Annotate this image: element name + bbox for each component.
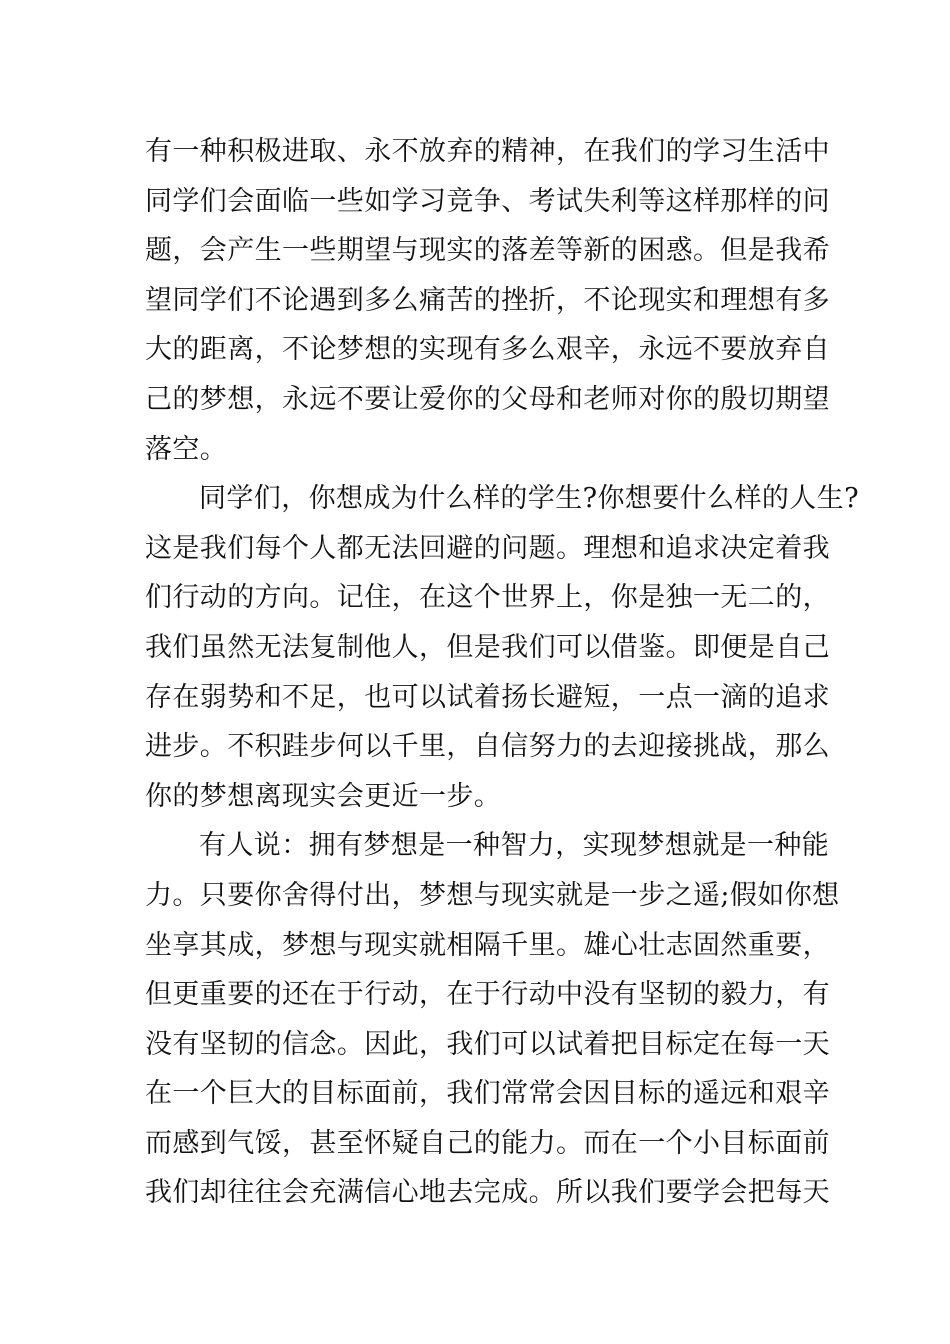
text-line: 们行动的方向。记住，在这个世界上，你是独一无二的， [145, 582, 830, 614]
text-line: 同学们会面临一些如学习竞争、考试失利等这样那样的问 [145, 185, 830, 217]
paragraph-first-line: 有人说：拥有梦想是一种智力，实现梦想就是一种能 [199, 830, 830, 862]
text-line: 望同学们不论遇到多么痛苦的挫折，不论现实和理想有多 [145, 284, 830, 316]
text-line: 有一种积极进取、永不放弃的精神，在我们的学习生活中 [145, 136, 830, 167]
text-line: 存在弱势和不足，也可以试着扬长避短，一点一滴的追求 [145, 681, 830, 713]
text-line: 我们虽然无法复制他人，但是我们可以借鉴。即便是自己 [145, 631, 830, 663]
document-body [145, 127, 859, 1218]
text-line: 进步。不积跬步何以千里，自信努力的去迎接挑战，那么 [145, 731, 830, 763]
text-line: 落空。 [145, 433, 228, 465]
text-line: 题，会产生一些期望与现实的落差等新的困惑。但是我希 [145, 235, 830, 267]
text-line: 我们却往往会充满信心地去完成。所以我们要学会把每天 [145, 1177, 830, 1209]
text-line: 但更重要的还在于行动，在于行动中没有坚韧的毅力，有 [145, 979, 830, 1011]
text-line: 坐享其成，梦想与现实就相隔千里。雄心壮志固然重要， [145, 929, 830, 961]
text-line: 己的梦想，永远不要让爱你的父母和老师对你的殷切期望 [145, 383, 830, 415]
text-line: 这是我们每个人都无法回避的问题。理想和追求决定着我 [145, 532, 830, 564]
text-line: 力。只要你舍得付出，梦想与现实就是一步之遥;假如你想 [145, 879, 840, 911]
text-line: 而感到气馁，甚至怀疑自己的能力。而在一个小目标面前 [145, 1127, 830, 1159]
text-line: 没有坚韧的信念。因此，我们可以试着把目标定在每一天 [145, 1028, 830, 1060]
text-line: 在一个巨大的目标面前，我们常常会因目标的遥远和艰辛 [145, 1078, 830, 1110]
paragraph-first-line: 同学们，你想成为什么样的学生?你想要什么样的人生? [199, 483, 859, 515]
text-line: 你的梦想离现实会更近一步。 [145, 780, 502, 812]
text-line: 大的距离，不论梦想的实现有多么艰辛，永远不要放弃自 [145, 334, 830, 366]
